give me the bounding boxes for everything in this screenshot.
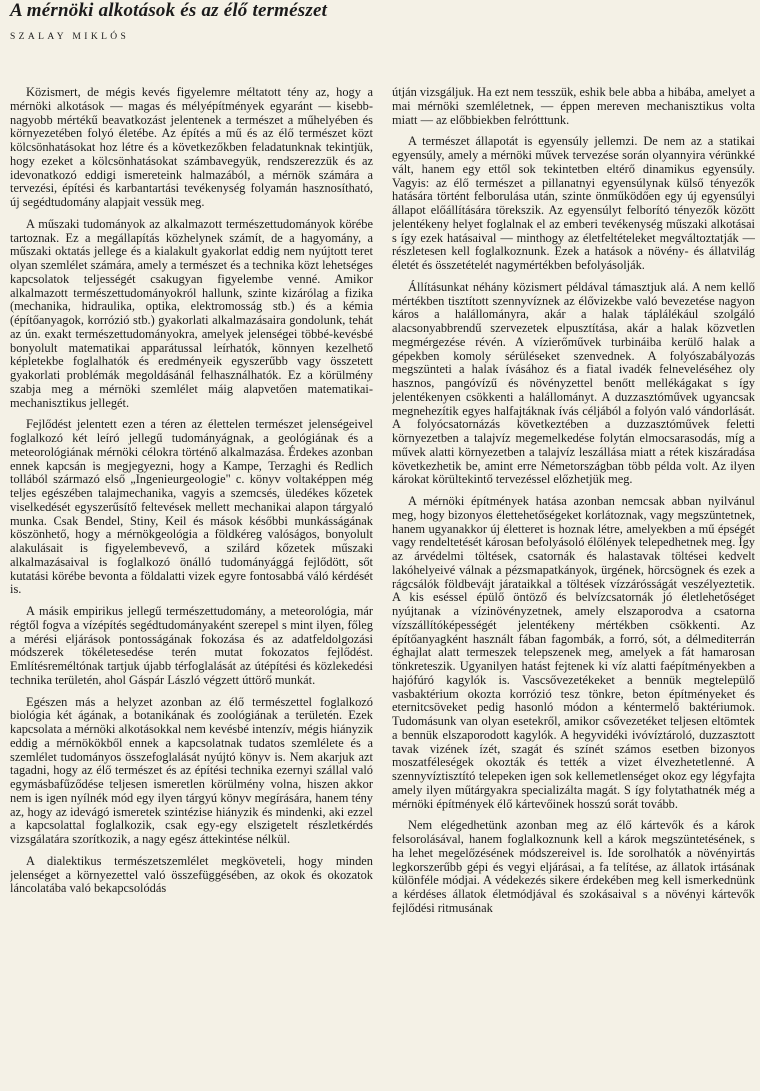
- paragraph: Fejlődést jelentett ezen a téren az élettelen természet jelenségeivel foglalkozó két leíró jellegű tudományágnak, a geológiának és a meteorológiának mérnöki célokra történő alkalmazása. Érdekes azonban ennek kapcsán is megjegyezni, hogy a Kampe, Terzaghi és Redlich tollából származó első „Ingenieurgeologie" c. könyv voltaképpen még teljes egészében talajmechanika, vagyis a szemcsés, üledékes kőzetek viselkedését egyszerűsítő feltevések mellett mechanikai alapon tárgyaló munka. Csak Bendel, Stiny, Keil és mások későbbi munkásságának köszönhető, hogy a mérnökgeológia a földkéreg valóságos, bonyolult alakulásait is figyelembevevő, a szilárd kőzetek műszaki alkalmazásaival is foglalkozó önálló tudományággá fejlődött, sőt kutatási körébe bevonta a földalatti vizek egyre fontosabbá váló kérdését is.: [10, 417, 373, 597]
- left-column: [10, 86, 373, 1084]
- paragraph: A dialektikus természetszemlélet megköveteli, hogy minden jelenséget a környezettel való összefüggésében, az okok és okozatok láncolatába való bekapcsolódás: [10, 853, 373, 896]
- paragraph: Nem elégedhetünk azonban meg az élő kártevők és a károk felsorolásával, hanem foglalkoznunk kell a károk megszüntetésének, s ha lehet megelőzésének módszereivel is. Ide sorolhatók a növényirtás legkorszerűbb gépi és vegyi eljárásai, a fa telítése, az állatok irtásának különféle módjai. A védekezés sikere érdekében meg kell ismerkednünk a kérdéses állatok életmódjával és szokásaival s a növényi kártevők fejlődési ritmusának: [392, 818, 755, 915]
- right-column: [392, 86, 755, 1084]
- paragraph: A műszaki tudományok az alkalmazott természettudományok körébe tartoznak. Ez a megállapítás közhelynek számít, de a hagyomány, a műszaki oktatás jellege és a kialakult gyakorlat eddig nem nyújtott teret olyan szemlélet számára, amely a természet és a technika közt lehetséges kapcsolatok teljességét csakugyan figyelembe venné. Amikor alkalmazott természettudományokról hallunk, szinte kizárólag a fizika (mechanika, hidraulika, optika, elektromosság stb.) és a kémia (építőanyagok, korrózió stb.) gyakorlati alkalmazásaira gondolunk, tehát az ún. exakt természettudományokra, amelyek jelenségei többé-kevésbé bonyolult matematikai apparátussal leírhatók, könnyen kezelhető képletekbe foglalhatók és eredményeik egyszerűbb vagy összetett gyakorlati problémák megoldásánál felhasználhatók. Ez a körülmény szabja meg a mérnöki szemlélet máig alapvetően matematikai-mechanisztikus jellegét.: [10, 216, 373, 410]
- paragraph: A mérnöki építmények hatása azonban nemcsak abban nyilvánul meg, hogy bizonyos élettehetőségeket korlátoznak, vagy megszüntetnek, hanem ugyanakkor új életteret is hoznak létre, amelyekben a mű épségét vagy rendeltetését károsan befolyásoló élőlények telepedhetnek meg. Így az árvédelmi töltések, csatornák és halastavak töltései kedvelt lakóhelyeivé válnak a pézsmapatkányok, ürgének, hörcsögnek és ezek a rágcsálók földbevájt járataikkal a töltések vízzárósságát veszélyeztetik. A kis eséssel épülő öntöző és belvízcsatornák jó életlehetőséget nyújtanak a vízinövényzetnek, amely elszaporodva a csatorna vízszállítóképességét jelentékeny mértékben csökkenti. Az építőanyagként használt fában fagombák, a forró, sót, a délmediterrán éghajlat alatt termeszek telepszenek meg, amelyek a fát hamarosan tönkreteszik. Ugyanilyen hatást fejtenek ki víz alatti faépítményekben a hajófúró kagylók is. Vascsővezetékeket a bennük megtelepülő vasbaktérium okozta korrózió tesz tönkre, beton építményeket és eternitcsöveket pedig hasonló módon a kéntermelő baktériumok. Tudomásunk van olyan esetekről, amikor csővezetéket teljesen eltömtek a bennük elszaporodott kagylók. A hegyvidéki ivóvíztároló, duzzasztott tavak vizének ízét, szagát és színét számos esetben bizonyos moszatféleségek okozták és tették a vizet élvezhetetlenné. A szennyvíztisztító telepeken igen sok kellemetlenséget okoz egy légyfajta amely ilyen műtárgyakra specializálta magát. S így folytathatnék még a mérnöki építmények élő kártevőinek hosszú sorát tovább.: [392, 494, 755, 811]
- article-title: A mérnöki alkotások és az élő természet: [10, 0, 328, 21]
- paragraph: A természet állapotát is egyensúly jellemzi. De nem az a statikai egyensúly, amely a mérnöki művek tervezése során olyannyira vérünkké vált, hanem egy ettől sok tekintetben eltérő dinamikus egyensúly. Vagyis: az élő természet a pillanatnyi egyensúlynak külső tényezők hatására történt felborulása után, szinte önműködően egy új egyensúlyi állapot előállítására törekszik. Az egyensúlyt felborító tényezők között jelentékeny helyet foglalnak el az emberi tevékenység műszaki alkotásai s így ezek hatásaival — minthogy az életfeltételeket megváltoztatják — részletesen kell foglalkoznunk. Ezek a hatások a növény- és állatvilág életét és összetételét nagymértékben befolyásolják.: [392, 134, 755, 272]
- paragraph-continued: útján vizsgáljuk. Ha ezt nem tesszük, eshik bele abba a hibába, amelyet a mai mérnöki szemléletnek, — éppen mereven mechanisztikus volta miatt — az előbbiekben felrótttunk.: [392, 86, 755, 127]
- paragraph: A másik empirikus jellegű természettudomány, a meteorológia, már régtől fogva a vízépítés segédtudományaként szerepel s mint ilyen, főleg a mérési eljárások pontosságának fokozása és az adatfeldolgozási módszerek tökéletesedése terén mutat fokozatos fejlődést. Említésreméltónak tartjuk újabb térfoglalását az útépítési és közlekedési technika területén, ahol Gáspár László végzett úttörő munkát.: [10, 604, 373, 687]
- paragraph: Egészen más a helyzet azonban az élő természettel foglalkozó biológia két ágának, a botanikának és zoológiának a területén. Ezek kapcsolata a mérnöki alkotásokkal nem kevésbé intenzív, mégis hiányzik eddig a mérnökökből ennek a kapcsolatnak tudatos szemlélete és a szemlélet tudományos összefoglalását nyújtó könyv is. Nem akarjuk azt tagadni, hogy az élő természet és az építési technika ezernyi szállal való egymásbafűződése teljesen ismeretlen körülmény volna, hiszen akkor nem is igen nyílnék mód egy ilyen tárgyú könyv megírására, hanem tény az, hogy az idevágó ismeretek szintézise hiányzik és mindenki, aki ezzel a kapcsolattal foglalkozik, csak egy-egy elszigetelt részletkérdés vizsgálatára szorítkozik, a nagy egész áttekintése nélkül.: [10, 694, 373, 846]
- article-author: SZALAY MIKLÓS: [10, 32, 130, 42]
- paragraph: Közismert, de mégis kevés figyelemre méltatott tény az, hogy a mérnöki alkotások — magas és mélyépítmények egyaránt — kisebb-nagyobb mértékű beavatkozást jelentenek a természet a műhelyében és környezetében folyó életébe. Az építés a mű és az élő természet közt kölcsönhatásokat hoz létre és a következőkben feladatunknak tekintjük, hogy ezeket a kölcsönhatásokat számbavegyük, rendszerezzük és az idevonatkozó eddigi ismereteink halmazából, a mérnök számára a tervezési, építési és karbantartási tevékenység folyamán hasznosítható, új segédtudomány alapjait vessük meg.: [10, 86, 373, 209]
- paragraph: Állításunkat néhány közismert példával támasztjuk alá. A nem kellő mértékben tisztított szennyvíznek az élővizekbe való bevezetése nagyon káros a halállományra, akár a halak táplálékául szolgáló alacsonyabbrendű szervezetek elpusztítása, akár a halak közvetlen megmérgezése révén. A vízierőművek turbináiba kerülő halak a gépekben komoly sérüléseket szenvednek. A folyószabályozás megszünteti a halak ívásához és a fiatal ivadék felneveléséhez oly hasznos, pangóvízű és növényzettel benőtt mellékágakat s így jelentékenyen csökkenti a halállományt. A duzzasztóművek ugyancsak megnehezítik egyes halfajtáknak ívás céljából a folyón való vándorlását. A folyócsatornázás következtében a duzzasztóművek feletti környezetben a talajvíz megemelkedése folytán elmocsarasodás, míg a művek alatti környezetben a talajvíz leszállása miatt a rétek kiszáradása következhetik be, amint erre Németországban több példa volt. Az ilyen károkat körültekintő tervezéssel előzhetjük meg.: [392, 279, 755, 487]
